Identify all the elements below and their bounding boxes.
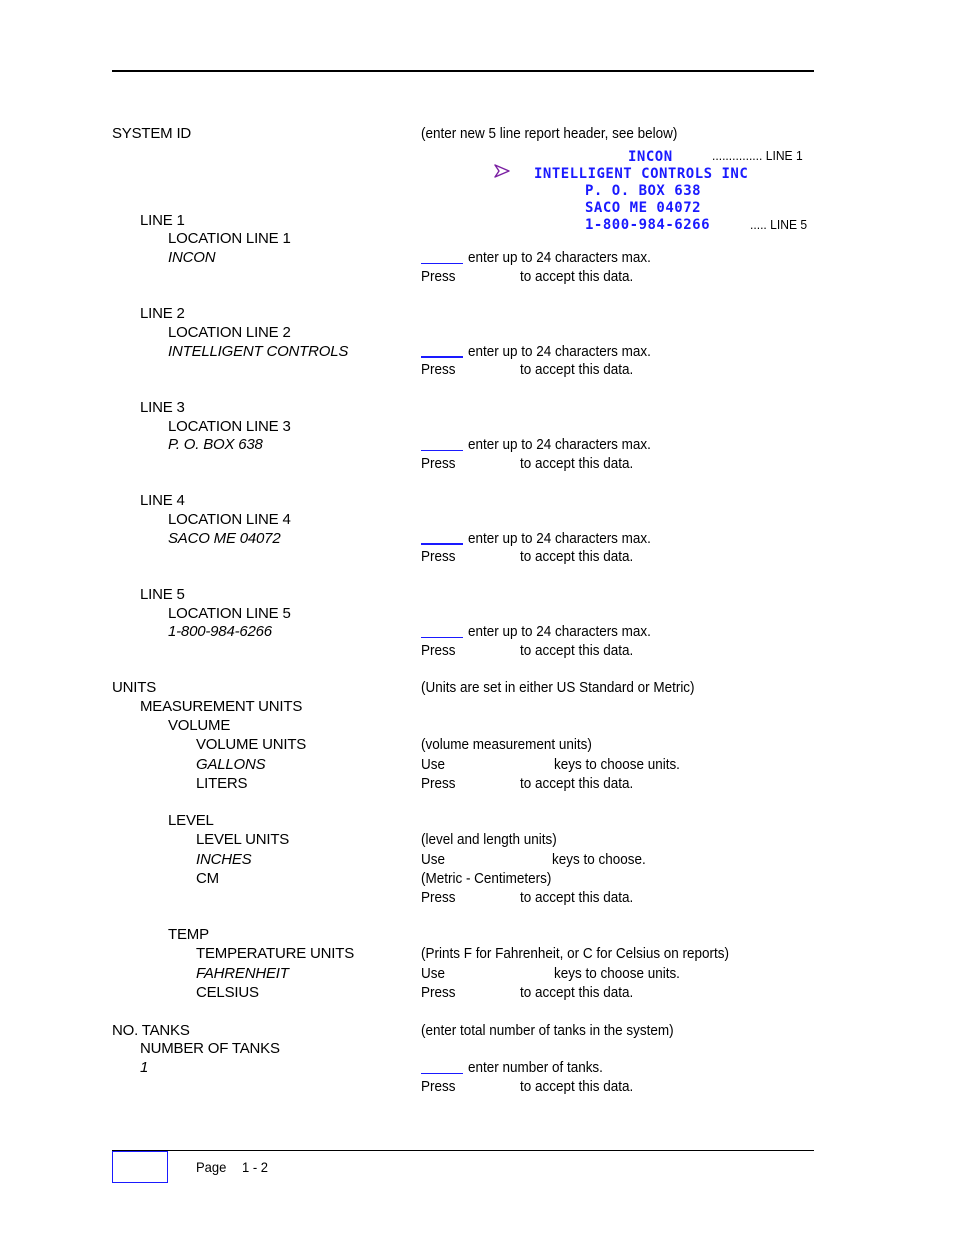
line3-accept: to accept this data.	[520, 456, 634, 472]
line2-prompt: LOCATION LINE 2	[168, 324, 291, 341]
line5-press: Press	[421, 643, 456, 659]
page-number: 1 - 2	[242, 1159, 269, 1175]
line5-entry-blank	[421, 637, 463, 638]
volume-keys-text: keys to choose units.	[554, 757, 680, 773]
level-metric-note: (Metric - Centimeters)	[421, 871, 552, 887]
measurement-units-label: MEASUREMENT UNITS	[140, 698, 303, 715]
volume-accept: to accept this data.	[520, 776, 634, 792]
line2-value: INTELLIGENT CONTROLS	[168, 343, 349, 360]
tanks-accept: to accept this data.	[520, 1079, 634, 1095]
line1-accept: to accept this data.	[520, 269, 634, 285]
line4-accept: to accept this data.	[520, 549, 634, 565]
page-number-box	[112, 1151, 168, 1183]
tanks-note: (enter total number of tanks in the system)	[421, 1023, 674, 1039]
system-id-note: (enter new 5 line report header, see below)	[421, 126, 678, 142]
arrow-pointer-icon	[494, 163, 510, 179]
tanks-press: Press	[421, 1079, 456, 1095]
line1-prompt: LOCATION LINE 1	[168, 230, 291, 247]
volume-prompt: VOLUME UNITS	[196, 736, 307, 753]
line5-prompt: LOCATION LINE 5	[168, 605, 291, 622]
level-press: Press	[421, 890, 456, 906]
level-option-cm: CM	[196, 870, 219, 887]
line2-label: LINE 2	[140, 305, 185, 322]
volume-use: Use	[421, 757, 445, 773]
line5-value: 1-800-984-6266	[168, 623, 272, 640]
header-line-5: 1-800-984-6266	[585, 217, 711, 233]
temp-prompt: TEMPERATURE UNITS	[196, 945, 354, 962]
line4-value: SACO ME 04072	[168, 530, 281, 547]
level-note: (level and length units)	[421, 832, 557, 848]
line1-label: LINE 1	[140, 212, 185, 229]
tanks-entry-blank	[421, 1073, 463, 1074]
header-line-4: SACO ME 04072	[585, 200, 702, 216]
level-prompt: LEVEL UNITS	[196, 831, 290, 848]
temp-accept: to accept this data.	[520, 985, 634, 1001]
level-option-inches: INCHES	[196, 851, 252, 868]
tanks-value: 1	[140, 1059, 149, 1076]
line1-press: Press	[421, 269, 456, 285]
line2-press: Press	[421, 362, 456, 378]
page-label: Page	[196, 1159, 227, 1175]
line3-value: P. O. BOX 638	[168, 436, 263, 453]
line3-instruction: enter up to 24 characters max.	[468, 437, 651, 453]
temp-note: (Prints F for Fahrenheit, or C for Celsius on reports)	[421, 946, 730, 962]
line1-marker: ............... LINE 1	[712, 148, 803, 163]
volume-note: (volume measurement units)	[421, 737, 592, 753]
line5-accept: to accept this data.	[520, 643, 634, 659]
line1-value: INCON	[168, 249, 216, 266]
units-label: UNITS	[112, 679, 157, 696]
temp-label: TEMP	[168, 926, 209, 943]
temp-option-fahrenheit: FAHRENHEIT	[196, 965, 289, 982]
level-keys-text: keys to choose.	[552, 852, 646, 868]
line1-entry-blank	[421, 263, 463, 264]
tanks-prompt: NUMBER OF TANKS	[140, 1040, 280, 1057]
temp-use: Use	[421, 966, 445, 982]
line4-instruction: enter up to 24 characters max.	[468, 531, 651, 547]
line2-entry-blank	[421, 356, 463, 358]
system-id-label: SYSTEM ID	[112, 125, 192, 142]
line2-instruction: enter up to 24 characters max.	[468, 344, 651, 360]
line5-instruction: enter up to 24 characters max.	[468, 624, 651, 640]
line3-label: LINE 3	[140, 399, 185, 416]
line4-press: Press	[421, 549, 456, 565]
temp-press: Press	[421, 985, 456, 1001]
line4-prompt: LOCATION LINE 4	[168, 511, 291, 528]
line3-prompt: LOCATION LINE 3	[168, 418, 291, 435]
units-note: (Units are set in either US Standard or Metric)	[421, 680, 695, 696]
temp-option-celsius: CELSIUS	[196, 984, 259, 1001]
header-rule	[112, 70, 814, 72]
temp-keys-text: keys to choose units.	[554, 966, 680, 982]
level-label: LEVEL	[168, 812, 214, 829]
header-line-2: INTELLIGENT CONTROLS INC	[534, 166, 749, 182]
header-line-1: INCON	[628, 149, 673, 165]
volume-option-liters: LITERS	[196, 775, 248, 792]
line5-marker: ..... LINE 5	[750, 217, 808, 232]
line1-instruction: enter up to 24 characters max.	[468, 250, 651, 266]
line4-entry-blank	[421, 543, 463, 545]
line3-entry-blank	[421, 450, 463, 451]
line5-label: LINE 5	[140, 586, 185, 603]
level-use: Use	[421, 852, 445, 868]
line4-label: LINE 4	[140, 492, 185, 509]
header-line-3: P. O. BOX 638	[585, 183, 702, 199]
level-accept: to accept this data.	[520, 890, 634, 906]
line2-accept: to accept this data.	[520, 362, 634, 378]
volume-option-gallons: GALLONS	[196, 756, 266, 773]
footer-rule	[112, 1150, 814, 1151]
volume-label: VOLUME	[168, 717, 231, 734]
line3-press: Press	[421, 456, 456, 472]
tanks-label: NO. TANKS	[112, 1022, 190, 1039]
volume-press: Press	[421, 776, 456, 792]
tanks-instruction: enter number of tanks.	[468, 1060, 603, 1076]
